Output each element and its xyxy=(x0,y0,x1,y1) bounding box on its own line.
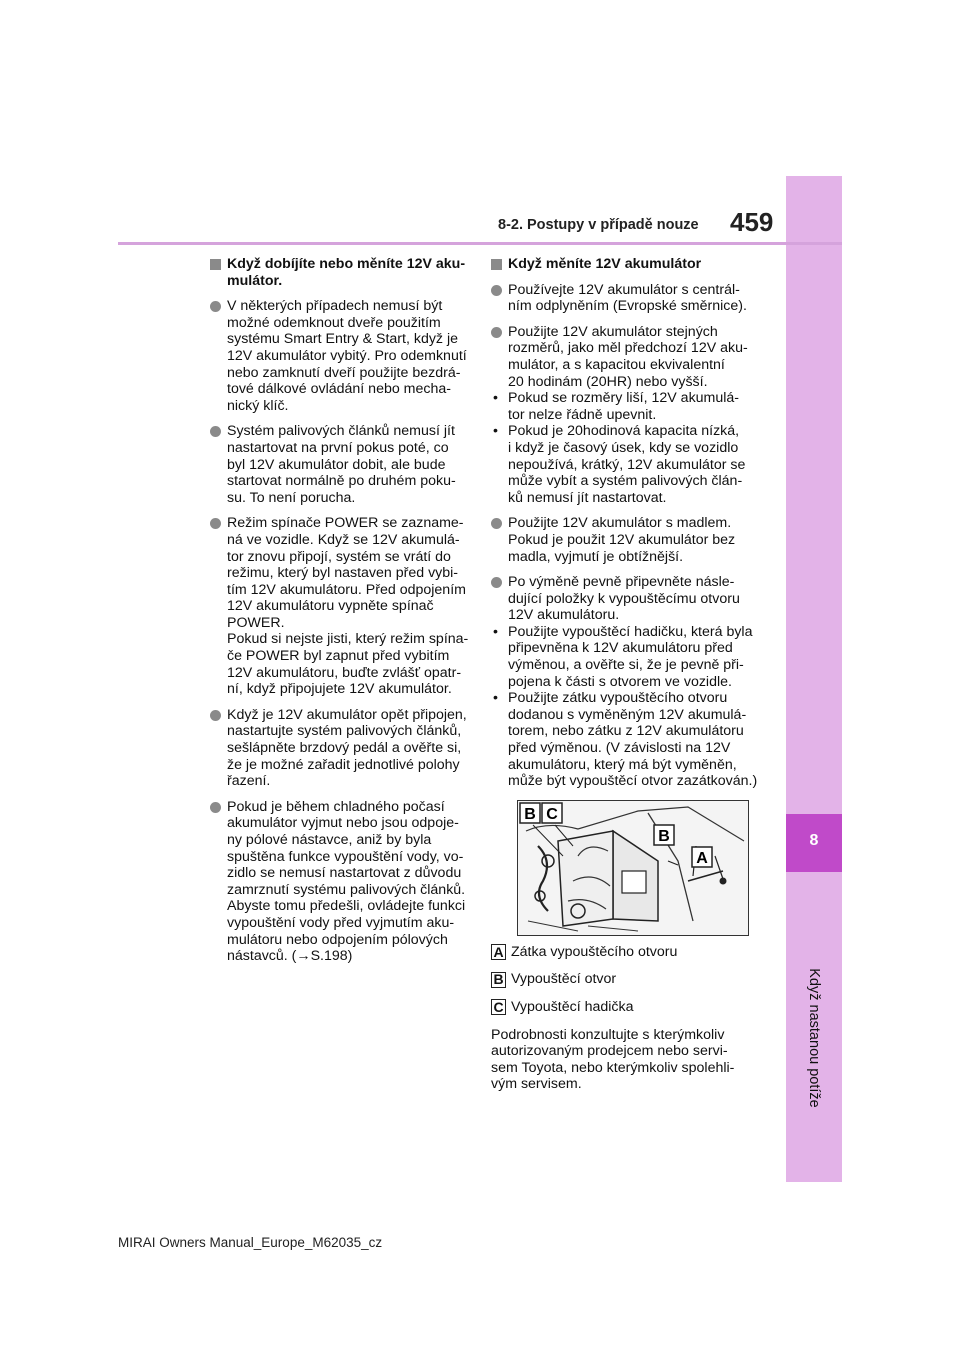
list-item xyxy=(491,515,763,565)
list-item-text: Použijte 12V akumulátor stejných rozměrů, jako měl předchozí 12V aku- mulátor, a s kapacitou ekvivalentní 20 hodinám (20HR) nebo vyšší. xyxy=(508,323,748,390)
section-title: 8-2. Postupy v případě nouze xyxy=(498,217,699,233)
sub-list-item-text: Pokud je 20hodinová kapacita nízká, i když je časový úsek, kdy se vozidlo nepoužívá, krátký, 12V akumulátor se může vybít a systém palivových člán- ků nemusí jít nastartovat. xyxy=(508,423,746,506)
square-bullet-icon xyxy=(210,259,221,270)
dot-bullet-icon: • xyxy=(493,690,498,707)
sub-list-item xyxy=(491,690,763,790)
sub-list-item xyxy=(491,423,763,506)
list-item-text: Režim spínače POWER se zazname- ná ve vozidle. Když se 12V akumulá- tor znovu připojí, systém se vrátí do režimu, který byl nastaven před vybi- tím 12V akumulátoru. Před odpojením 12V akumulátoru vypněte spínač POWER. Pokud si nejste jisti, který režim spína- če POWER byl zapnut před vybitím 12V akumulátoru, buďte zvlášť opatr- ní, když připojujete 12V akumulátor. xyxy=(227,515,469,698)
battery-drain-drawing xyxy=(518,801,748,935)
sub-list-item xyxy=(491,390,763,423)
list-item-text: Systém palivových článků nemusí jít nastartovat na první pokus poté, co byl 12V akumulátor dobit, ale bude startovat normálně po druhém poku- su. To není porucha. xyxy=(227,423,456,506)
sub-list xyxy=(491,624,763,790)
bullet-icon xyxy=(210,301,221,312)
list-item-text: Když je 12V akumulátor opět připojen, nastartujte systém palivových článků, sešlápněte brzdový pedál a ověřte si, že je možné zařadit jednotlivé polohy řazení. xyxy=(227,706,467,790)
right-heading xyxy=(491,256,763,273)
bullet-icon xyxy=(491,327,502,338)
legend-row xyxy=(491,999,763,1016)
sub-list-item-text: Použijte vypouštěcí hadičku, která byla připevněna k 12V akumulátoru před výměnou, a ověřte si, že je pevně při- pojena k části s otvorem ve vozidle. xyxy=(508,623,753,690)
bullet-icon xyxy=(491,577,502,588)
service-note: Podrobnosti konzultujte s kterýmkoliv autorizovaným prodejcem nebo servi- sem Toyota, nebo kterýmkoliv spolehli- vým servisem. xyxy=(491,1026,735,1093)
figure-legend xyxy=(491,944,763,1016)
list-item xyxy=(210,515,472,698)
figure-label-b: B xyxy=(658,827,670,845)
legend-letter: C xyxy=(491,999,506,1015)
list-item-text: Po výměně pevně připevněte násle- dující položky k vypouštěcímu otvoru 12V akumulátoru. xyxy=(508,574,740,624)
list-item xyxy=(491,282,763,315)
figure-label-b-top: B xyxy=(524,805,536,823)
chapter-number-box xyxy=(786,814,842,872)
list-item-text: Používejte 12V akumulátor s centrál- ním odplyněním (Evropské směrnice). xyxy=(508,281,747,315)
left-heading-text: Když dobíjíte nebo měníte 12V aku- mulátor. xyxy=(227,256,466,289)
figure-label-a: A xyxy=(696,849,708,867)
bullet-icon xyxy=(210,802,221,813)
bullet-icon xyxy=(491,285,502,296)
right-heading-text: Když měníte 12V akumulátor xyxy=(508,256,702,272)
sub-list xyxy=(491,390,763,506)
list-item xyxy=(491,574,763,624)
legend-letter: B xyxy=(491,972,506,988)
chapter-side-label: Když nastanou potíže xyxy=(806,968,822,1108)
list-item xyxy=(210,799,472,965)
list-item xyxy=(210,298,472,414)
list-item xyxy=(491,324,763,390)
list-item-text: V některých případech nemusí být možné odemknout dveře použitím systému Smart Entry & Start, když je 12V akumulátor vybitý. Pro odemknutí nebo zamknutí dveří použijte bezdrá- tové dálkové ovládání nebo mecha- nický klíč. xyxy=(227,298,467,414)
bullet-icon xyxy=(210,518,221,529)
page-number: 459 xyxy=(730,207,774,237)
figure-label-c: C xyxy=(546,805,558,823)
right-column xyxy=(491,256,763,1093)
left-heading xyxy=(210,256,472,289)
legend-letter: A xyxy=(491,944,506,960)
legend-row xyxy=(491,944,763,961)
legend-text: Vypouštěcí hadička xyxy=(511,999,634,1015)
sub-list-item-text: Použijte zátku vypouštěcího otvoru dodanou s vyměněným 12V akumulá- torem, nebo zátku z 12V akumulátoru před výměnou. (V závislosti na 12V akumulátoru, který má být vyměněn, může být vypouštěcí otvor zazátkován.) xyxy=(508,690,758,790)
legend-text: Vypouštěcí otvor xyxy=(511,971,617,988)
legend-row xyxy=(491,971,763,988)
dot-bullet-icon: • xyxy=(493,623,498,640)
chapter-number: 8 xyxy=(809,832,819,849)
bullet-icon xyxy=(210,710,221,721)
header-rule xyxy=(118,242,842,245)
bullet-icon xyxy=(210,426,221,437)
sub-list-item-text: Pokud se rozměry liší, 12V akumulá- tor nelze řádně upevnit. xyxy=(508,390,740,423)
list-item-text: Použijte 12V akumulátor s madlem. Pokud je použit 12V akumulátor bez madla, vyjmutí je obtížnější. xyxy=(508,515,736,565)
footer-doc-id: MIRAI Owners Manual_Europe_M62035_cz xyxy=(118,1235,383,1250)
list-item-text: Pokud je během chladného počasí akumulátor vyjmut nebo jsou odpoje- ny pólové nástavce, aniž by byla spuštěna funkce vypouštění vody, vo- zidlo se nemusí nastartovat z důvodu zamrznutí systému palivových článků. Abyste tomu předešli, ovládejte funkci vypouštění vody před vyjmutím aku- mulátoru nebo odpojením pólových nástavců. (→S.198) xyxy=(227,798,466,965)
left-column xyxy=(210,256,472,974)
square-bullet-icon xyxy=(491,259,502,270)
bullet-icon xyxy=(491,518,502,529)
list-item xyxy=(210,423,472,506)
legend-text: Zátka vypouštěcího otvoru xyxy=(511,943,678,960)
battery-drain-illustration xyxy=(517,800,749,936)
list-item xyxy=(210,707,472,790)
dot-bullet-icon: • xyxy=(493,423,498,440)
dot-bullet-icon: • xyxy=(493,390,498,407)
sub-list-item xyxy=(491,624,763,690)
